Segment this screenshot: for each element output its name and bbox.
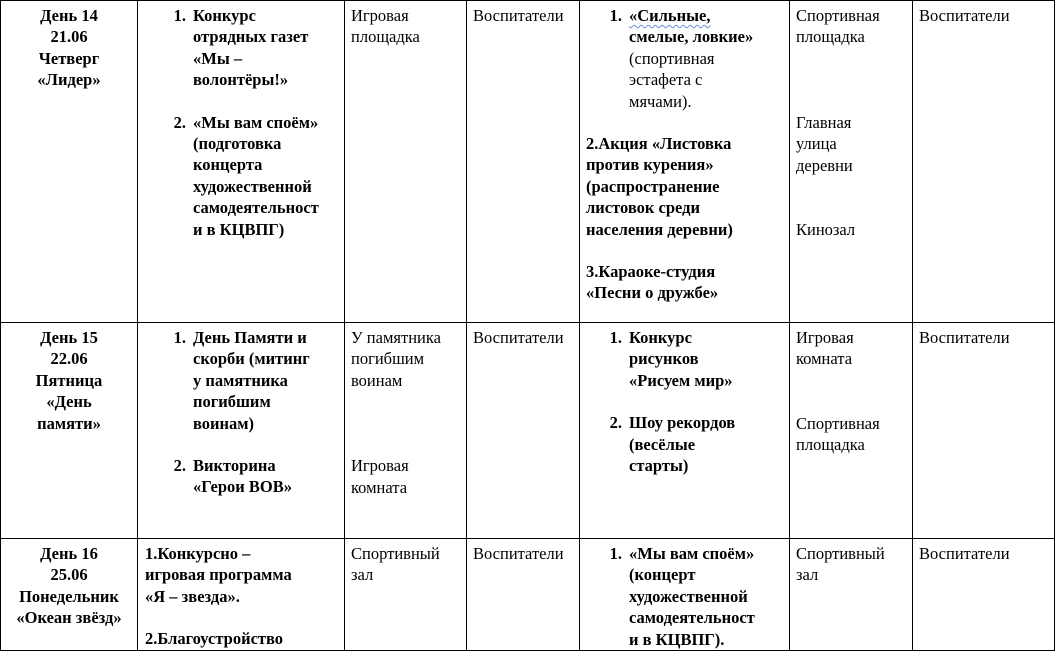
day-weekday: Четверг (38, 48, 100, 68)
morning-activities (138, 323, 345, 539)
list-item: 1. Конкурс рисунков «Рисуем мир» (609, 328, 733, 390)
table-row (1, 323, 1055, 539)
morning-place: Игровая площадка (345, 1, 467, 323)
afternoon-activities (580, 323, 790, 539)
list-item: 2. Викторина «Герои ВОВ» (173, 456, 292, 497)
day-weekday: Пятница (35, 370, 103, 390)
afternoon-responsible: Воспитатели (913, 539, 1055, 651)
day-theme: «Лидер» (37, 70, 101, 90)
day-number: День 15 (40, 328, 98, 347)
list-item: 3.Караоке-студия «Песни о дружбе» (586, 262, 719, 303)
table-row (1, 539, 1055, 651)
day-theme: памяти» (37, 413, 101, 433)
morning-responsible: Воспитатели (467, 1, 580, 323)
day-date: 21.06 (50, 27, 88, 47)
list-item: 1. «Сильные, смелые, ловкие» (спортивная эстафета с мячами). (609, 6, 754, 111)
list-item: 2.Акция «Листовка против курения» (распространение листовок среди населения деревни) (586, 134, 733, 239)
day-date: 25.06 (50, 565, 88, 585)
morning-place: Спортивный зал (345, 539, 467, 651)
day-cell (1, 1, 138, 323)
afternoon-activities (580, 1, 790, 323)
afternoon-activities (580, 539, 790, 651)
list-item: 2. «Мы вам споём» (подготовка концерта художественной самодеятельност и в КЦВПГ) (173, 112, 319, 239)
day-number: День 14 (40, 6, 98, 25)
day-weekday: Понедельник (19, 586, 119, 606)
list-item: 1. День Памяти и скорби (митинг у памятника погибшим воинам) (173, 328, 310, 433)
afternoon-responsible: Воспитатели (913, 323, 1055, 539)
day-cell (1, 539, 138, 651)
afternoon-responsible: Воспитатели (913, 1, 1055, 323)
list-item: 1. Конкурс отрядных газет «Мы – волонтёры!» (173, 6, 309, 90)
morning-activities (138, 1, 345, 323)
morning-responsible: Воспитатели (467, 539, 580, 651)
morning-responsible: Воспитатели (467, 323, 580, 539)
day-theme: «День (46, 392, 92, 412)
afternoon-place: Спортивная площадка Главная улица деревни Кинозал (790, 1, 913, 323)
list-item: 1. «Мы вам споём» (концерт художественной самодеятельност и в КЦВПГ). (609, 544, 755, 649)
table-row (1, 1, 1055, 323)
afternoon-place: Спортивный зал (790, 539, 913, 651)
list-item: 2. Шоу рекордов (весёлые старты) (609, 413, 736, 476)
morning-activities: 1.Конкурсно – игровая программа «Я – звезда». 2.Благоустройство (138, 539, 345, 651)
day-date: 22.06 (50, 349, 88, 369)
morning-place: У памятника погибшим воинам Игровая комната (345, 323, 467, 539)
day-number: День 16 (40, 544, 98, 563)
day-cell (1, 323, 138, 539)
day-theme: «Океан звёзд» (16, 608, 122, 628)
afternoon-place: Игровая комната Спортивная площадка (790, 323, 913, 539)
